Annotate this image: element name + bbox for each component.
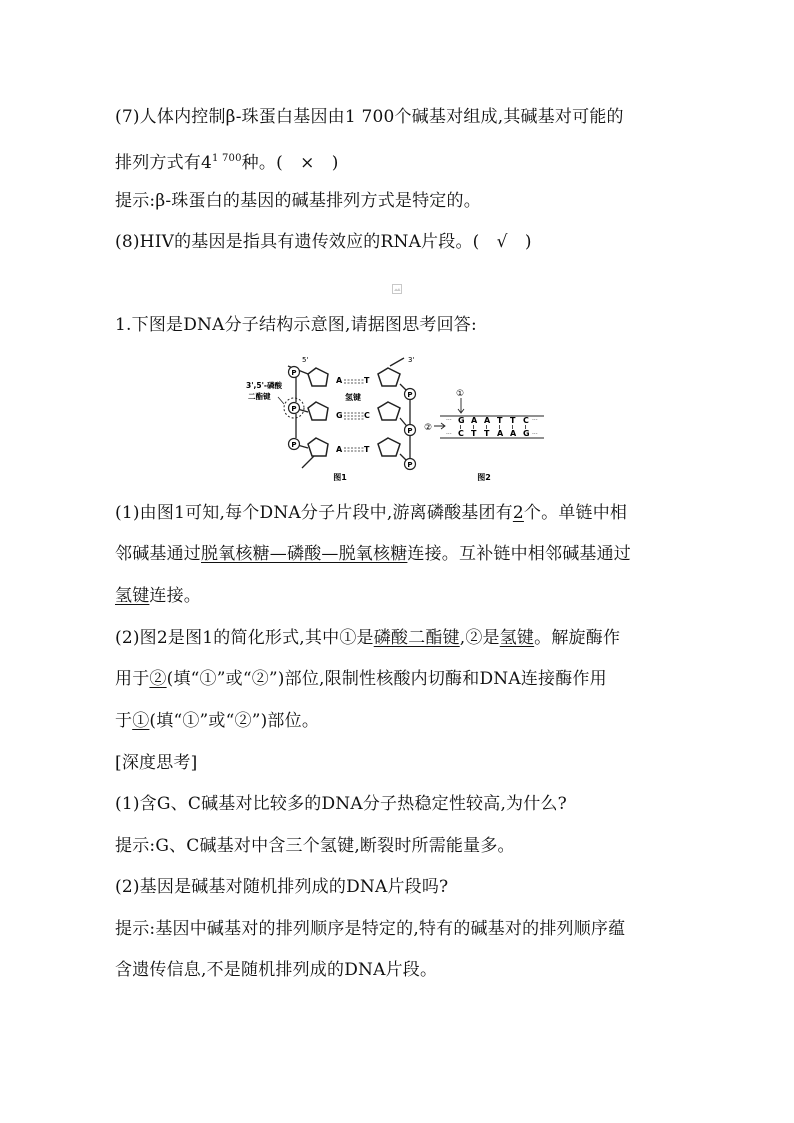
answer-1-blank-phosphate-count: 2 [512,503,524,523]
phosphate-label: P [291,405,297,413]
fig2-top-base: A [471,416,478,425]
item-7-line-1: (7)人体内控制β-珠蛋白基因由1 700个碱基对组成,其碱基对可能的 [115,107,624,127]
phosphate-label: P [291,369,297,377]
answer-1-line-3 [115,585,201,607]
answer-1-text-d: 连接。互补链中相邻碱基通过 [407,544,632,564]
label-3prime: 3' [408,356,415,364]
svg-text:···: ··· [532,417,538,424]
fig2-bottom-base: C [458,429,464,438]
answer-2-blank-2: 氢键 [499,628,535,648]
answer-2-text-g: (填“①”或“②”)部位。 [149,711,320,731]
fig2-bottom-strand [458,429,530,438]
answer-1-blank-hbond: 氢键 [115,586,150,606]
phosphate-label: P [291,441,297,449]
deep-question-1: (1)含G、C碱基对比较多的DNA分子热稳定性较高,为什么? [115,794,567,814]
sugar-icon [378,402,400,420]
fig2-top-base: T [510,416,516,425]
fig2-top-base: G [458,416,465,425]
label-bond-line1: 3',5'-磷酸 [246,381,282,390]
phosphate-label: P [407,427,413,435]
image-placeholder-icon [392,284,402,294]
base-left-2: G [336,411,343,420]
base-left-1: A [336,376,343,385]
answer-2-blank-3: ② [149,669,167,689]
answer-1-text-e: 连接。 [149,586,202,606]
answer-1-text-b: 个。单链中相 [523,503,628,523]
answer-1-line-2 [115,543,631,565]
label-5prime: 5' [302,356,309,364]
question-title: 1.下图是DNA分子结构示意图,请据图思考回答: [115,315,477,335]
label-hydrogen-bond: 氢键 [345,393,361,402]
item-7-line-2 [115,148,339,174]
svg-text:···: ··· [532,431,538,438]
answer-2-line-1 [115,627,620,649]
item-7-exponent: 1 700 [212,153,242,164]
phosphate-label: P [407,391,413,399]
deep-question-2: (2)基因是碱基对随机排列成的DNA片段吗? [115,877,449,897]
deep-hint-2-line-2: 含遗传信息,不是随机排列成的DNA片段。 [115,960,438,980]
base-right-3: T [364,445,370,454]
answer-2-text-c: 。解旋酶作 [534,628,621,648]
answer-2-text-b: ,②是 [459,628,500,648]
answer-2-text-d: 用于 [115,669,150,689]
answer-1-blank-linkage: 脱氧核糖—磷酸—脱氧核糖 [201,544,408,564]
answer-2-text-f: 于 [115,711,133,731]
svg-text:···: ··· [446,417,452,424]
item-7-text-b: 种。( × ) [241,153,339,173]
answer-1-text-c: 邻碱基通过 [115,544,201,564]
sugar-icon [308,402,328,420]
fig2-top-base: T [497,416,503,425]
sugar-icon [378,438,400,456]
fig2-top-base: C [523,416,529,425]
figure-2-caption: 图2 [477,473,491,482]
sugar-icon [378,368,400,386]
phosphate-label: P [407,461,413,469]
answer-1-line-1 [115,502,627,524]
base-left-3: A [336,445,343,454]
figure-1-caption: 图1 [333,473,347,482]
deep-hint-2-line-1: 提示:基因中碱基对的排列顺序是特定的,特有的碱基对的排列顺序蕴 [115,919,626,939]
fig2-top-base: A [484,416,491,425]
item-8: (8)HIV的基因是指具有遗传效应的RNA片段。( √ ) [115,232,532,252]
dna-structure-figure [244,352,564,484]
answer-2-blank-4: ① [132,711,150,731]
svg-text:···: ··· [446,431,452,438]
fig2-bottom-base: T [484,429,490,438]
fig2-marker-2: ② [424,423,433,433]
deep-hint-1: 提示:G、C碱基对中含三个氢键,断裂时所需能量多。 [115,836,515,856]
fig2-bottom-base: A [510,429,517,438]
base-right-1: T [364,376,370,385]
fig2-bottom-base: G [523,429,530,438]
sugar-icon [308,368,328,386]
base-right-2: C [364,411,370,420]
answer-2-line-2 [115,668,607,690]
answer-1-text-a: (1)由图1可知,每个DNA分子片段中,游离磷酸基团有 [115,503,513,523]
item-7-hint: 提示:β-珠蛋白的基因的碱基排列方式是特定的。 [115,191,481,211]
fig2-bottom-base: A [497,429,504,438]
label-bond-line2: 二酯键 [248,392,271,401]
deep-thinking-header: [深度思考] [115,753,198,773]
answer-2-blank-1: 磷酸二酯键 [373,628,460,648]
fig2-top-strand [458,416,529,425]
fig2-bottom-base: T [471,429,477,438]
item-7-text-a: 排列方式有4 [115,153,213,173]
fig2-marker-1: ① [456,389,465,399]
answer-2-text-e: (填“①”或“②”)部位,限制性核酸内切酶和DNA连接酶作用 [166,669,607,689]
answer-2-text-a: (2)图2是图1的简化形式,其中①是 [115,628,374,648]
answer-2-line-3 [115,710,319,732]
sugar-icon [308,438,328,456]
